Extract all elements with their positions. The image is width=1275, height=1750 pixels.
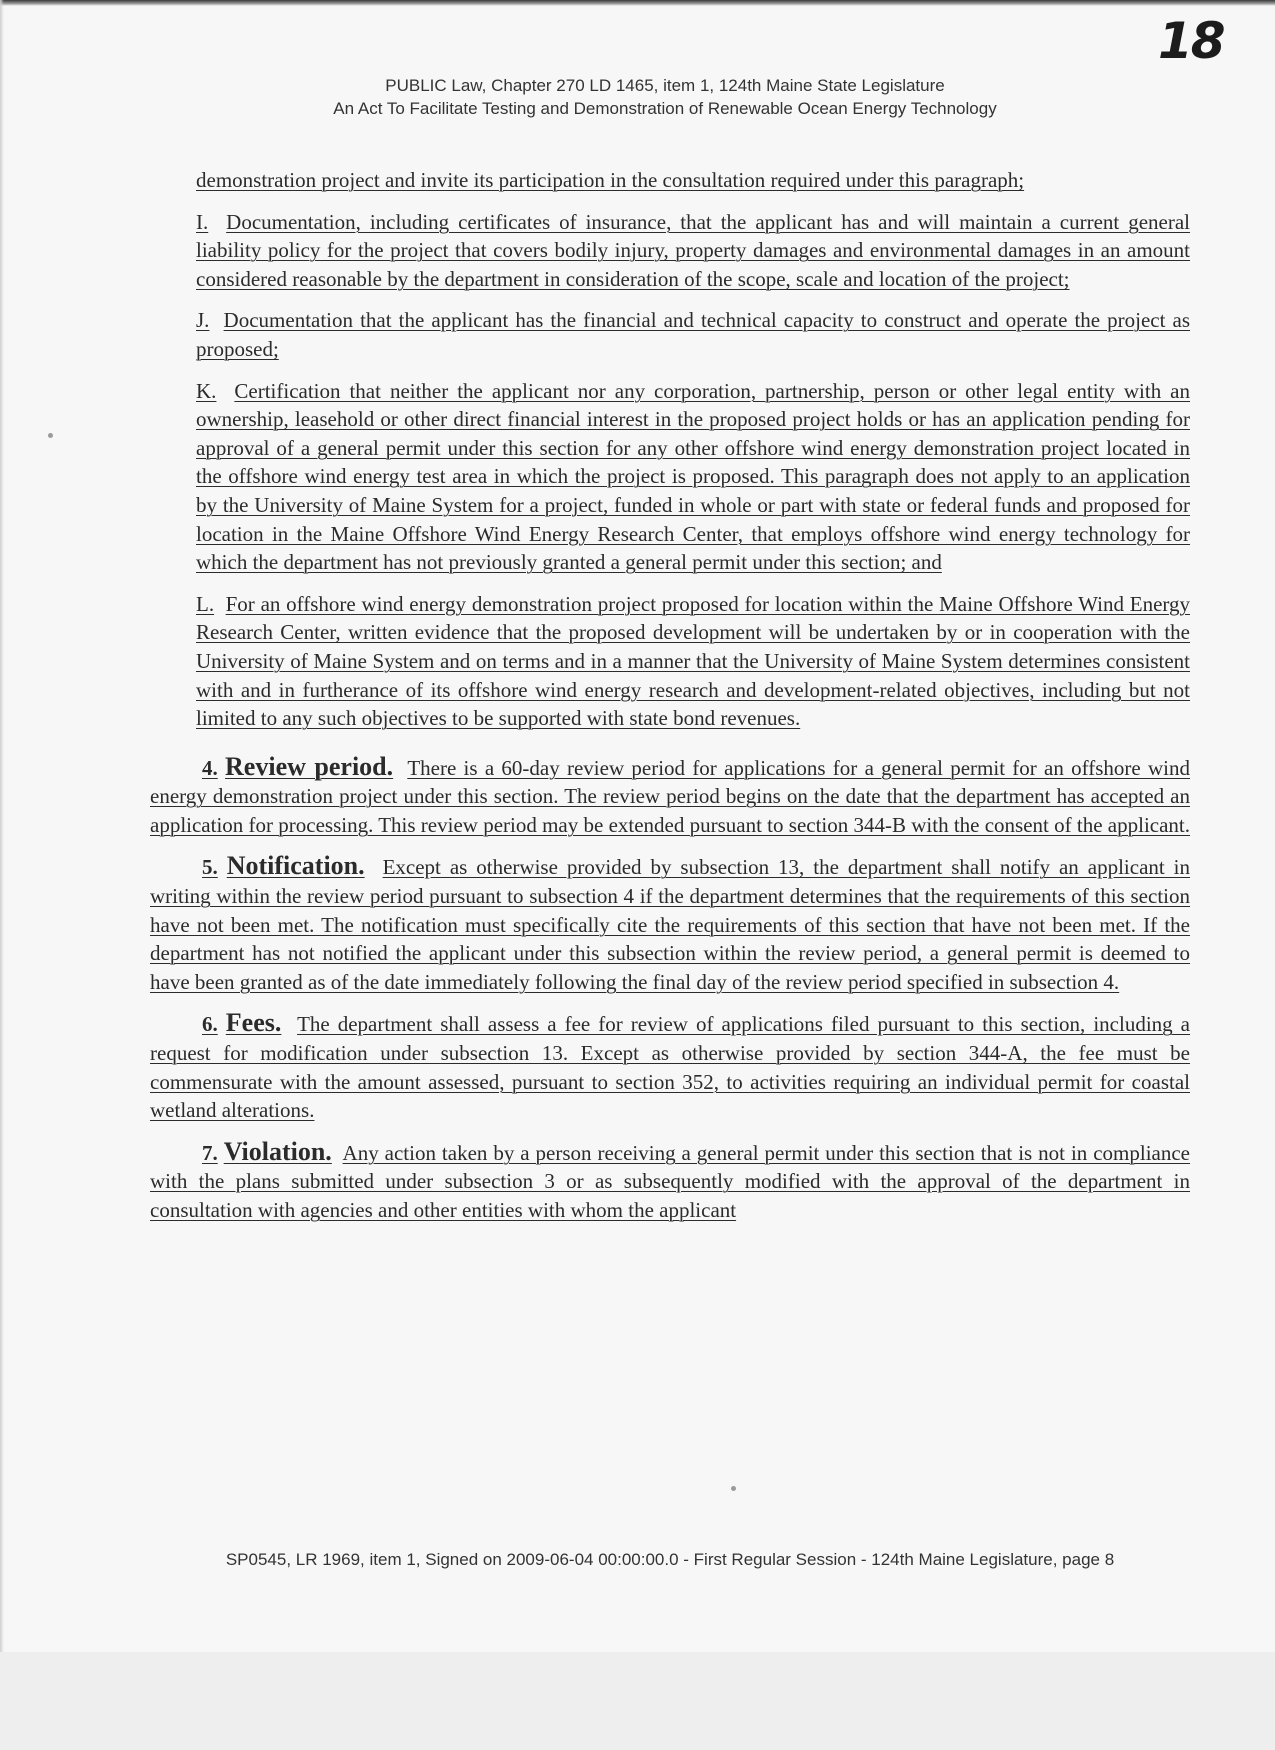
intro-text: demonstration project and invite its participation in the consultation required under this paragraph;: [196, 168, 1025, 192]
section-7-text: Any action taken by a person receiving a general permit under this section that is not in compliance with the plans submitted under subsection 3 or as subsequently modified with the approval of the department in consultation with agencies and other entities with whom the applicant: [150, 1140, 1191, 1222]
document-footer: SP0545, LR 1969, item 1, Signed on 2009-06-04 00:00:00.0 - First Regular Session - 124th Maine Legislature, page 8: [225, 1550, 1115, 1569]
section-4-heading: Review period.: [225, 751, 394, 781]
section-7: [150, 1138, 1190, 1225]
section-7-heading: Violation.: [223, 1136, 332, 1166]
section-6: [150, 1009, 1190, 1124]
item-i-text: Documentation, including certificates of insurance, that the applicant has and will maintain a current general liability policy for the project that covers bodily injury, property damages and environmental damages in an amount considered reasonable by the department in consideration of the scope, scale and location of the project;: [196, 209, 1190, 291]
section-6-text: The department shall assess a fee for review of applications filed pursuant to this section, including a request for modification under subsection 13. Except as otherwise provided by section 344-A, the fee must be commensurate with the amount assessed, pursuant to section 352, to activities requiring an individual permit for coastal wetland alterations.: [150, 1012, 1190, 1123]
scan-top-edge: [0, 0, 1275, 6]
item-l-text: For an offshore wind energy demonstration project proposed for location within the Maine Offshore Wind Energy Research Center, written evidence that the proposed development will be undertaken by or in cooperation with the University of Maine System and on terms and in a manner that the University of Maine System determines consistent with and in furtherance of its offshore wind energy research and development-related objectives, including but not limited to any such objectives to be supported with state bond revenues.: [196, 591, 1191, 731]
document-body: [150, 166, 1190, 1238]
section-4-text: There is a 60-day review period for applications for a general permit for an offshore wind energy demonstration project under this section. The review period begins on the date that the department has accepted an application for processing. This review period may be extended pursuant to section 344-B with the consent of the applicant.: [150, 755, 1191, 837]
scan-left-edge: [0, 0, 4, 1750]
handwritten-page-number: 18: [1158, 12, 1224, 70]
scan-bottom-band: [0, 1652, 1275, 1750]
section-6-heading: Fees.: [225, 1008, 282, 1038]
item-j-letter: J.: [196, 308, 210, 333]
section-6-number: 6.: [202, 1012, 218, 1037]
item-k-letter: K.: [196, 378, 217, 403]
scan-speck: [731, 1486, 736, 1491]
section-5-text: Except as otherwise provided by subsection 13, the department shall notify an applicant in writing within the review period pursuant to subsection 4 if the department determines that the requirements of this section have not been met. The notification must specifically cite the requirements of this section that have not been met. If the department has not notified the applicant under this subsection within the review period, a general permit is deemed to have been granted as of the date immediately following the final day of the review period specified in subsection 4.: [150, 855, 1191, 994]
item-k-text: Certification that neither the applicant nor any corporation, partnership, person or other legal entity with an ownership, leasehold or other direct financial interest in the proposed project holds or has an application pending for approval of a general permit under this section for any other offshore wind energy demonstration project located in the offshore wind energy test area in which the project is proposed. This paragraph does not apply to an application by the University of Maine System for a project, funded in whole or part with state or federal funds and proposed for location in the Maine Offshore Wind Energy Research Center, that employs offshore wind energy technology for which the department has not previously granted a general permit under this section; and: [196, 378, 1191, 575]
section-5-heading: Notification.: [226, 851, 365, 881]
header-law-title: PUBLIC Law, Chapter 270 LD 1465, item 1, 124th Maine State Legislature: [385, 76, 945, 95]
item-l-letter: L.: [196, 591, 215, 616]
section-4: [150, 753, 1190, 840]
item-j: [196, 306, 1190, 363]
item-l: [196, 590, 1190, 733]
section-5-number: 5.: [202, 855, 218, 880]
scan-speck: [48, 433, 53, 438]
item-i-letter: I.: [196, 209, 209, 234]
document-header: [200, 74, 1130, 120]
intro-paragraph: [196, 166, 1190, 195]
section-5: [150, 852, 1190, 996]
item-j-text: Documentation that the applicant has the financial and technical capacity to construct and operate the project as proposed;: [196, 308, 1190, 361]
item-i: [196, 208, 1190, 294]
item-k: [196, 377, 1190, 577]
header-act-title: An Act To Facilitate Testing and Demonstration of Renewable Ocean Energy Technology: [333, 99, 997, 118]
section-7-number: 7.: [202, 1140, 218, 1165]
section-4-number: 4.: [202, 755, 218, 780]
